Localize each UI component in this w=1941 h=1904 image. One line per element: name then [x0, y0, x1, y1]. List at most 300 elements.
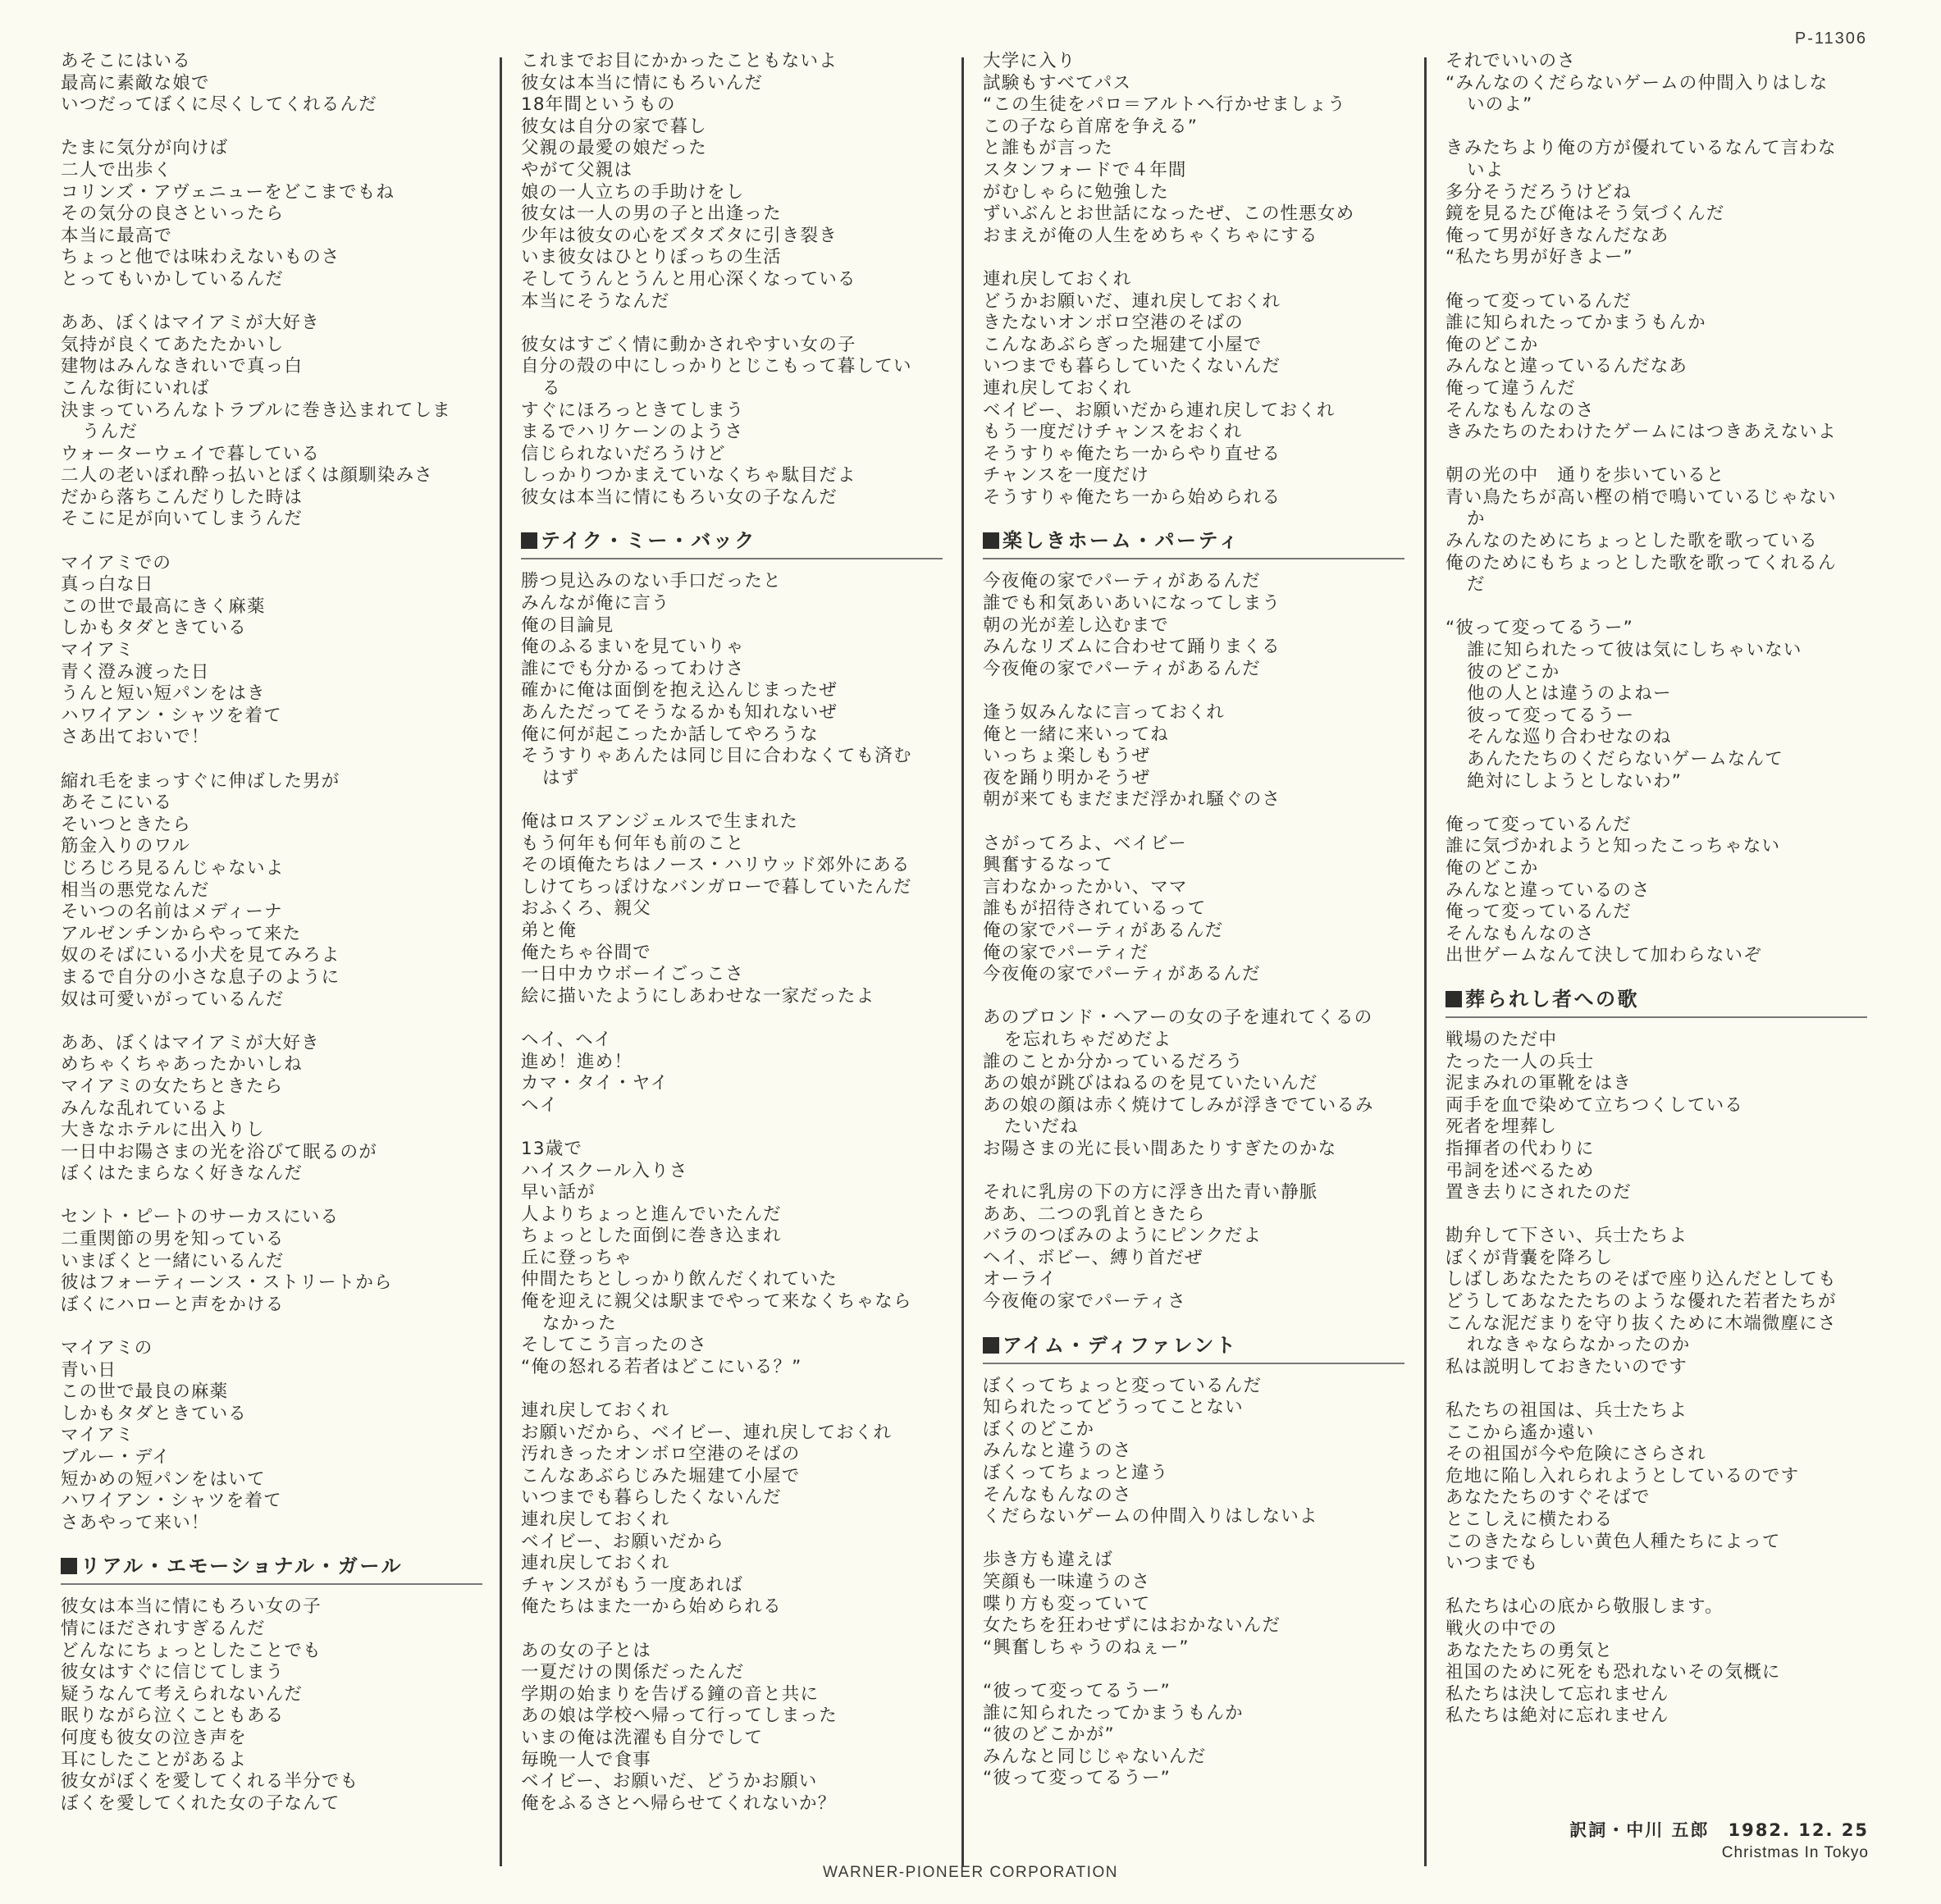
lyric-line: おまえが俺の人生をめちゃくちゃにする [983, 225, 1318, 246]
lyric-line: 娘の一人立ちの手助けをし [521, 181, 745, 203]
lyric-line: 俺に何が起こったか話してやろうな [521, 724, 819, 745]
lyric-line: “彼のどこかが” [983, 1724, 1115, 1746]
stanza-break [521, 789, 964, 811]
lyric-line: チャンスがもう一度あれば [521, 1574, 744, 1596]
lyric-line: 彼女は自分の家で暮し [521, 116, 708, 137]
lyric-line: 今夜俺の家でパーティがあるんだ [983, 964, 1261, 985]
lyric-line: 俺のどこか [1445, 334, 1539, 355]
lyric-line: そんなもんなのさ [1445, 400, 1595, 421]
lyric-line: 誰もが招待されているって [983, 898, 1207, 920]
lyric-line: そしてこう言ったのさ [521, 1335, 708, 1356]
publisher-footer: WARNER-PIONEER CORPORATION [823, 1864, 1118, 1881]
lyric-line: いまぼくと一緒にいるんだ [61, 1250, 285, 1272]
lyric-line: あそこにいる [61, 792, 173, 814]
lyric-line: ハワイアン・シャツを着て [61, 1491, 282, 1512]
lyric-line: ここから遙か遠い [1445, 1422, 1595, 1443]
lyric-line: ブルー・デイ [61, 1447, 171, 1468]
lyric-line: 彼女は一人の男の子と出逢った [521, 203, 782, 225]
lyric-line: みんなと違うのさ [983, 1441, 1132, 1462]
lyric-line: お願いだから、ベイビー、連れ戻しておくれ [521, 1422, 893, 1443]
catalog-number: P-11306 [1794, 30, 1867, 48]
lyric-line: みんなのためにちょっとした歌を歌っている [1445, 531, 1819, 552]
lyric-line: たまに気分が向けば [61, 138, 229, 159]
square-bullet-icon [61, 1558, 77, 1574]
lyric-line: まるで自分の小さな息子のように [61, 966, 340, 988]
lyric-line: 俺を迎えに親父は駅までやって来なくちゃなら [521, 1291, 912, 1313]
stanza-break [61, 749, 504, 771]
lyric-line: みんなと同じじゃないんだ [983, 1746, 1207, 1767]
lyric-line: やがて父親は [521, 159, 633, 180]
lyric-line: 縮れ毛をまっすぐに伸ばした男が [61, 770, 340, 792]
lyrics-column-2 [521, 51, 964, 1815]
stanza-break [983, 680, 1426, 702]
lyric-line: だ [1467, 574, 1486, 596]
lyric-line: 彼女は本当に情にもろい女の子 [61, 1596, 322, 1618]
lyric-line: このきたならしい黄色人種たちによって [1445, 1531, 1781, 1552]
lyric-line: 俺のふるまいを見ていりゃ [521, 637, 745, 658]
lyric-line: そんな巡り合わせなのね [1467, 727, 1672, 748]
lyric-line: しばしあなたたちのそばで座り込んだとしても [1445, 1269, 1837, 1290]
lyric-line: 私は説明しておきたいのです [1445, 1356, 1688, 1377]
lyric-line: この世で最良の麻薬 [61, 1381, 229, 1403]
lyric-line: みんなと違っているのさ [1445, 879, 1651, 901]
lyric-line: しかもタダときている [61, 618, 248, 639]
stanza-break [61, 291, 504, 313]
stanza-break [61, 1316, 504, 1338]
lyric-line: そいつときたら [61, 814, 191, 835]
song-title: テイク・ミー・バック [541, 529, 756, 553]
lyric-line: ああ、ぼくはマイアミが大好き [61, 313, 320, 334]
stanza-break [1445, 269, 1888, 291]
lyric-line: 俺の家でパーティがあるんだ [983, 920, 1224, 941]
stanza-break [61, 116, 504, 139]
lyric-line: 奴は可愛いがっているんだ [61, 989, 285, 1010]
stanza-break [983, 1161, 1426, 1183]
lyric-line: もう一度だけチャンスをおくれ [983, 422, 1243, 443]
lyric-line: と誰もが言った [983, 138, 1113, 159]
lyric-line: 笑顔も一味違うのさ [983, 1572, 1151, 1592]
lyric-line: 眠りながら泣くこともある [61, 1705, 285, 1727]
lyric-line: 彼女はすごく情に動かされやすい女の子 [521, 334, 856, 355]
lyric-line: ベイビー、お願いだから [521, 1531, 724, 1552]
lyric-line: れなきゃならなかったのか [1467, 1335, 1691, 1356]
stanza-break [521, 1619, 964, 1641]
lyric-line: 今夜俺の家でパーティがあるんだ [983, 658, 1261, 679]
stanza-break [1445, 1204, 1888, 1226]
lyric-line: マイアミの [61, 1338, 153, 1359]
lyric-line: すぐにほろっときてしまう [521, 400, 745, 421]
lyric-line: 俺たちはまた一から始められる [521, 1596, 782, 1618]
lyric-line: さあやって来い！ [61, 1512, 210, 1533]
lyric-line: マイアミ [61, 1425, 135, 1446]
lyric-line: がむしゃらに勉強した [983, 181, 1170, 203]
lyric-line: 歩き方も違えば [983, 1550, 1113, 1571]
lyric-line: 決まっていろんなトラブルに巻き込まれてしま [61, 400, 451, 421]
lyric-line: 大きなホテルに出入りし [61, 1120, 265, 1141]
lyric-line: ヘイ、ボビー、縛り首だぜ [983, 1247, 1203, 1268]
song-title: 楽しきホーム・パーティ [1002, 529, 1240, 553]
lyric-line: 他の人とは違うのよねー [1467, 683, 1672, 705]
lyric-line: 俺って変っているんだ [1445, 814, 1633, 835]
lyric-line: さがってろよ、ベイビー [983, 833, 1187, 854]
lyric-line: 進め！進め！ [521, 1051, 633, 1072]
lyric-line: 建物はみんなきれいで真っ白 [61, 356, 304, 377]
lyric-line: あなたたちのすぐそばで [1445, 1487, 1651, 1509]
lyric-line: さあ出ておいで！ [61, 727, 210, 748]
lyric-line: 喋り方も変っていて [983, 1593, 1151, 1614]
lyric-line: あのブロンド・ヘアーの女の子を連れてくるの [983, 1007, 1373, 1029]
lyric-line: いつまでも [1445, 1553, 1539, 1574]
lyric-line: 青い日 [61, 1359, 117, 1381]
lyric-line: ちょっとした面倒に巻き込まれ [521, 1226, 782, 1247]
lyric-line: バラのつぼみのようにピンクだよ [983, 1226, 1263, 1247]
lyric-line: 今夜俺の家でパーティさ [983, 1291, 1186, 1313]
credits [1569, 1818, 1869, 1864]
lyric-line: アルゼンチンからやって来た [61, 923, 302, 944]
lyric-line: 俺をふるさとへ帰らせてくれないか？ [521, 1792, 837, 1814]
lyric-line: 絵に描いたようにしあわせな一家だったよ [521, 985, 875, 1007]
stanza-break [983, 811, 1426, 833]
lyric-line: 危地に陥し入れられようとしているのです [1445, 1465, 1800, 1486]
stanza-break [1445, 444, 1888, 466]
lyric-line: 弟と俺 [521, 920, 578, 941]
lyric-line: 私たちは絶対に忘れません [1445, 1705, 1669, 1727]
lyric-line: あんただってそうなるかも知れないぜ [521, 702, 838, 724]
lyric-line: 疑うなんて考えられないんだ [61, 1683, 304, 1705]
lyric-line: 興奮するなって [983, 855, 1113, 876]
lyric-line: その祖国が今や危険にさらされ [1445, 1444, 1706, 1465]
lyric-line: いのよ” [1467, 94, 1533, 116]
song-title-heading [1445, 987, 1867, 1018]
lyric-line: 連れ戻しておくれ [521, 1509, 670, 1530]
lyric-line: とこしえに横たわる [1445, 1509, 1614, 1530]
translator-credit: 訳詞・中川 五郎 1982. 12. 25 [1569, 1820, 1869, 1840]
lyric-line: マイアミの女たちときたら [61, 1075, 284, 1097]
lyric-line: “彼って変ってるうー” [983, 1680, 1171, 1701]
lyric-line: ヘイ [521, 1094, 559, 1116]
lyric-line: 彼はフォーティーンス・ストリートから [61, 1272, 393, 1294]
lyric-line: “彼って変ってるうー” [983, 1768, 1171, 1789]
lyric-line: 勝つ見込みのない手口だったと [521, 571, 782, 592]
lyric-line: ぼくが背嚢を降ろし [1445, 1247, 1614, 1268]
lyric-line: 俺はロスアンジェルスで生まれた [521, 811, 799, 832]
lyric-line: 確かに俺は面倒を抱え込んじまったぜ [521, 680, 838, 701]
lyric-line: 俺って男が好きなんだなあ [1445, 225, 1669, 246]
lyric-line: 誰にでも分かるってわけさ [521, 658, 745, 679]
lyric-line: 相当の悪党なんだ [61, 879, 210, 901]
lyric-line: ああ、ぼくはマイアミが大好き [61, 1032, 320, 1053]
lyric-line: ウォーターウェイで暮している [61, 443, 321, 464]
lyrics-column-3 [983, 51, 1426, 1790]
lyric-line: 二重関節の男を知っている [61, 1229, 285, 1250]
lyric-line: カマ・タイ・ヤイ [521, 1073, 669, 1094]
lyric-line: ちょっと他では味わえないものさ [61, 247, 340, 268]
lyric-line: ハワイアン・シャツを着て [61, 705, 282, 726]
lyric-line: ぼくってちょっと変っているんだ [983, 1375, 1263, 1396]
lyric-line: いつまでも暮らしていたくないんだ [983, 356, 1281, 377]
lyric-line: みんなリズムに合わせて踊りまくる [983, 637, 1281, 658]
lyric-line: 戦場のただ中 [1445, 1029, 1558, 1050]
lyric-line: 私たちは決して忘れません [1445, 1683, 1669, 1705]
lyric-line: あの女の子とは [521, 1640, 651, 1661]
stanza-break [1445, 792, 1888, 815]
lyric-line: はず [542, 767, 580, 788]
lyric-line: 仲間たちとしっかり飲んだくれていた [521, 1269, 838, 1290]
lyric-line: 俺って違うんだ [1445, 377, 1576, 399]
lyric-line: そうすりゃ俺たち一から始められる [983, 486, 1281, 508]
lyric-line: 学期の始まりを告げる鐘の音と共に [521, 1683, 820, 1705]
lyric-line: 彼って変ってるうー [1467, 705, 1635, 726]
lyric-line: 一日中カウボーイごっこさ [521, 964, 744, 985]
lyric-line: あの娘は学校へ帰って行ってしまった [521, 1705, 838, 1727]
lyric-line: “俺の怒れる若者はどこにいる？” [521, 1356, 802, 1377]
song-title: リアル・エモーショナル・ガール [80, 1555, 403, 1578]
lyric-line: 泥まみれの軍靴をはき [1445, 1073, 1633, 1094]
stanza-break [983, 986, 1426, 1008]
lyric-line: この子なら首席を争える” [983, 116, 1199, 137]
lyric-line: 俺って変っているんだ [1445, 290, 1633, 312]
lyric-line: 誰でも和気あいあいになってしまう [983, 593, 1281, 614]
lyric-line: 気持が良くてあたたかいし [61, 334, 285, 355]
lyric-line: 鏡を見るたび俺はそう気づくんだ [1445, 203, 1725, 225]
lyric-line: いっちょ楽しもうぜ [983, 746, 1151, 767]
lyric-line: これまでお目にかかったこともないよ [521, 51, 838, 71]
lyric-line: そうすりゃ俺たち一からやり直せる [983, 443, 1281, 464]
stanza-break [983, 247, 1426, 269]
lyric-line: ベイビー、お願いだ、どうかお願い [521, 1771, 818, 1792]
lyric-line: 私たちの祖国は、兵士たちよ [1445, 1400, 1688, 1422]
lyric-line: 誰に知られたってかまうもんか [983, 1702, 1244, 1724]
lyric-line: オーライ [983, 1269, 1057, 1290]
square-bullet-icon [1445, 991, 1462, 1007]
lyric-line: ああ、二つの乳首ときたら [983, 1203, 1206, 1225]
lyric-line: あんたたちのくだらないゲームなんて [1467, 749, 1783, 769]
song-title: 葬られし者への歌 [1465, 987, 1639, 1011]
lyric-line: もう何年も何年も前のこと [521, 833, 745, 854]
lyric-line: を忘れちゃだめだよ [1004, 1029, 1172, 1050]
lyric-line: この世で最高にきく麻薬 [61, 596, 266, 617]
lyric-line: 試験もすべてパス [983, 72, 1132, 94]
lyric-line: 短かめの短パンをはいて [61, 1468, 266, 1490]
lyric-line: 俺と一緒に来いってね [983, 724, 1170, 745]
lyric-line: 信じられないだろうけど [521, 443, 726, 464]
lyric-line: こんなあぶらじみた堀建て小屋で [521, 1465, 801, 1486]
square-bullet-icon [983, 532, 999, 549]
lyric-line: 俺の家でパーティだ [983, 942, 1149, 963]
lyric-line: 多分そうだろうけどね [1445, 181, 1633, 203]
lyric-line: 二人の老いぼれ酔っ払いとぼくは顔馴染みさ [61, 465, 434, 486]
lyric-line: 連れ戻しておくれ [521, 1400, 670, 1422]
lyric-line: 俺って変っているんだ [1445, 902, 1633, 923]
lyric-line: 彼女は本当に情にもろい女の子なんだ [521, 486, 838, 508]
lyric-line: 最高に素敵な娘で [61, 72, 210, 94]
lyric-line: 誰に知られたってかまうもんか [1445, 313, 1706, 334]
lyric-line: 何度も彼女の泣き声を [61, 1727, 248, 1748]
lyric-line: 誰に気づかれようと知ったこっちゃない [1445, 836, 1781, 857]
lyric-line: 一夏だけの関係だったんだ [521, 1662, 745, 1683]
lyric-line: 知られたってどうってことない [983, 1397, 1244, 1418]
stanza-break [61, 531, 504, 553]
lyric-line: こんなあぶらぎった堀建て小屋で [983, 334, 1263, 355]
lyric-line: 少年は彼女の心をズタズタに引き裂き [521, 225, 838, 246]
lyric-line: スタンフォードで４年間 [983, 159, 1187, 180]
lyric-line: 本当に最高で [61, 225, 173, 246]
lyric-line: ぼくを愛してくれた女の子なんて [61, 1792, 340, 1814]
lyric-line: 言わなかったかい、ママ [983, 876, 1188, 897]
lyric-line: どうかお願いだ、連れ戻しておくれ [983, 290, 1281, 312]
stanza-break [983, 1659, 1426, 1681]
lyric-line: きみたちより俺の方が優れているなんて言わな [1445, 138, 1837, 159]
lyric-line: 彼女がぼくを愛してくれる半分でも [61, 1771, 359, 1792]
stanza-break [1445, 116, 1888, 139]
lyric-line: そうすりゃあんたは同じ目に合わなくても済む [521, 746, 912, 767]
lyric-line: ぼくってちょっと違う [983, 1463, 1169, 1484]
song-title-heading [983, 528, 1404, 559]
lyric-line: みんな乱れているよ [61, 1098, 229, 1119]
lyric-line: 両手を血で染めて立ちつくしている [1445, 1094, 1743, 1116]
stanza-break [61, 1185, 504, 1208]
lyric-line: ハイスクール入りさ [521, 1160, 688, 1181]
lyric-line: 筋金入りのワル [61, 836, 191, 857]
lyric-line: そんなもんなのさ [1445, 923, 1595, 944]
lyric-line: 誰に知られたって彼は気にしちゃいない [1467, 640, 1802, 661]
lyric-line: 自分の殻の中にしっかりとじこもって暮してい [521, 356, 912, 377]
lyric-line: 朝の光が差し込むまで [983, 614, 1170, 636]
stanza-break [521, 1116, 964, 1139]
stanza-break [1445, 1575, 1888, 1597]
lyrics-column-4 [1445, 51, 1888, 1728]
lyric-line: 出世ゲームなんて決して加わらないぞ [1445, 945, 1762, 966]
lyric-line: コリンズ・アヴェニューをどこまでもね [61, 181, 395, 203]
lyric-line: “みんなのくだらないゲームの仲間入りはしな [1445, 72, 1829, 94]
lyric-line: 青い鳥たちが高い樫の梢で鳴いているじゃない [1445, 486, 1837, 508]
lyric-line: おふくろ、親父 [521, 898, 651, 920]
lyric-line: だから落ちこんだりした時は [61, 486, 304, 508]
lyric-line: そこに足が向いてしまうんだ [61, 509, 304, 530]
lyric-line: 朝の光の中 通りを歩いていると [1445, 465, 1725, 486]
song-title-heading [61, 1554, 482, 1585]
lyric-line: どうしてあなたたちのような優れた若者たちが [1445, 1291, 1837, 1313]
song-title-heading [983, 1333, 1404, 1364]
lyric-line: 連れ戻しておくれ [983, 377, 1132, 399]
lyric-line: みんなが俺に言う [521, 593, 670, 614]
lyric-line: る [542, 377, 561, 399]
lyric-line: 夜を踊り明かそうぜ [983, 767, 1151, 788]
lyric-line: うんと短い短パンをはき [61, 683, 266, 705]
lyric-line: うんだ [82, 422, 139, 443]
lyric-line: その頃俺たちはノース・ハリウッド郊外にある [521, 855, 911, 876]
lyric-line: 真っ白な日 [61, 574, 154, 596]
lyric-line: 逢う奴みんなに言っておくれ [983, 702, 1226, 724]
lyric-line: 早い話が [521, 1182, 596, 1203]
lyric-line: ベイビー、お願いだから連れ戻しておくれ [983, 400, 1336, 421]
lyric-line: 俺のためにもちょっとした歌を歌ってくれるん [1445, 552, 1837, 573]
lyric-line: じろじろ見るんじゃないよ [61, 857, 285, 879]
lyric-line: マイアミ [61, 640, 135, 661]
lyric-line: そしてうんとうんと用心深くなっている [521, 268, 856, 290]
lyric-line: たいだね [1004, 1116, 1079, 1138]
lyric-line: チャンスを一度だけ [983, 465, 1150, 486]
lyric-line: “私たち男が好きよー” [1445, 247, 1633, 268]
square-bullet-icon [521, 532, 537, 549]
lyric-line: しっかりつかまえていなくちゃ駄目だよ [521, 465, 856, 486]
lyric-line: ヘイ、ヘイ [521, 1029, 613, 1050]
lyric-line: その気分の良さといったら [61, 203, 285, 225]
lyric-line: くだらないゲームの仲間入りはしないよ [983, 1506, 1318, 1527]
song-title: アイム・ディファレント [1002, 1333, 1238, 1357]
lyric-line: ぼくにハローと声をかける [61, 1294, 285, 1315]
stanza-break [1445, 596, 1888, 619]
lyric-line: いよ [1467, 159, 1505, 180]
lyric-line: こんな街にいれば [61, 377, 210, 399]
lyric-line: いつまでも暮らしたくないんだ [521, 1487, 782, 1509]
lyric-line: 情にほだされすぎるんだ [61, 1618, 266, 1639]
lyric-line: ずいぶんとお世話になったぜ、この性悪女め [983, 203, 1355, 225]
lyric-line: “この生徒をパロ＝アルトへ行かせましょう [983, 94, 1346, 116]
lyric-line: 俺たちゃ谷間で [521, 942, 651, 963]
lyric-line: どんなにちょっとしたことでも [61, 1640, 322, 1661]
lyric-line: なかった [542, 1313, 617, 1334]
lyric-line: 置き去りにされたのだ [1445, 1182, 1633, 1203]
lyric-line: そいつの名前はメディーナ [61, 902, 283, 923]
lyric-line: みんなと違っているんだなあ [1445, 356, 1688, 377]
lyric-line: まるでハリケーンのようさ [521, 422, 744, 443]
lyric-line: 人よりちょっと進んでいたんだ [521, 1203, 782, 1225]
stanza-break [521, 1378, 964, 1400]
lyric-line: 彼女はすぐに信じてしまう [61, 1662, 285, 1683]
lyric-line: それでいいのさ [1445, 51, 1576, 71]
lyric-line: 父親の最愛の娘だった [521, 138, 708, 159]
lyric-line: 毎晩一人で食事 [521, 1749, 651, 1770]
lyric-line: 今夜俺の家でパーティがあるんだ [983, 571, 1261, 592]
lyric-line: 汚れきったオンボロ空港のそばの [521, 1444, 801, 1465]
lyric-line: それに乳房の下の方に浮き出た青い静脈 [983, 1182, 1318, 1203]
lyric-line: 奴のそばにいる小犬を見てみろよ [61, 945, 340, 966]
lyric-line: 絶対にしようとしないわ” [1467, 770, 1683, 792]
lyric-line: 本当にそうなんだ [521, 290, 670, 312]
lyric-line: 連れ戻しておくれ [983, 268, 1132, 290]
lyric-line: 彼女は本当に情にもろいんだ [521, 72, 764, 94]
lyric-line: 祖国のために死をも恐れないその気概に [1445, 1662, 1781, 1683]
lyric-line: 死者を埋葬し [1445, 1116, 1558, 1138]
lyric-line: マイアミでの [61, 552, 172, 573]
lyric-line: 彼のどこか [1467, 661, 1560, 683]
lyric-line: あなたたちの勇気と [1445, 1640, 1614, 1661]
lyric-line: 13歳で [521, 1138, 583, 1159]
stanza-break [61, 1011, 504, 1033]
lyric-line: ぼくはたまらなく好きなんだ [61, 1163, 304, 1185]
lyric-line: 大学に入り [983, 51, 1076, 71]
lyric-line: いつだってぼくに尽くしてくれるんだ [61, 94, 377, 116]
lyric-line: 弔詞を述べるため [1445, 1160, 1595, 1181]
lyric-line: たった一人の兵士 [1445, 1051, 1595, 1072]
lyric-line: 俺のどこか [1445, 857, 1539, 879]
lyric-line: とってもいかしているんだ [61, 268, 284, 290]
lyric-line: あそこにはいる [61, 51, 191, 71]
square-bullet-icon [983, 1337, 999, 1354]
lyric-line: 朝が来てもまだまだ浮かれ騒ぐのさ [983, 789, 1281, 810]
stanza-break [983, 1528, 1426, 1550]
lyric-line: 耳にしたことがあるよ [61, 1749, 248, 1770]
song-title-heading [521, 528, 943, 559]
lyric-line: 誰のことか分かっているだろう [983, 1051, 1244, 1072]
lyric-line: セント・ピートのサーカスにいる [61, 1207, 340, 1228]
location-note: Christmas In Tokyo [1721, 1844, 1869, 1861]
lyrics-column-1 [61, 51, 504, 1815]
lyric-line: いまの俺は洗濯も自分でして [521, 1727, 764, 1748]
lyric-line: そんなもんなのさ [983, 1484, 1132, 1505]
lyric-line: しけてちっぽけなバンガローで暮していたんだ [521, 876, 912, 897]
